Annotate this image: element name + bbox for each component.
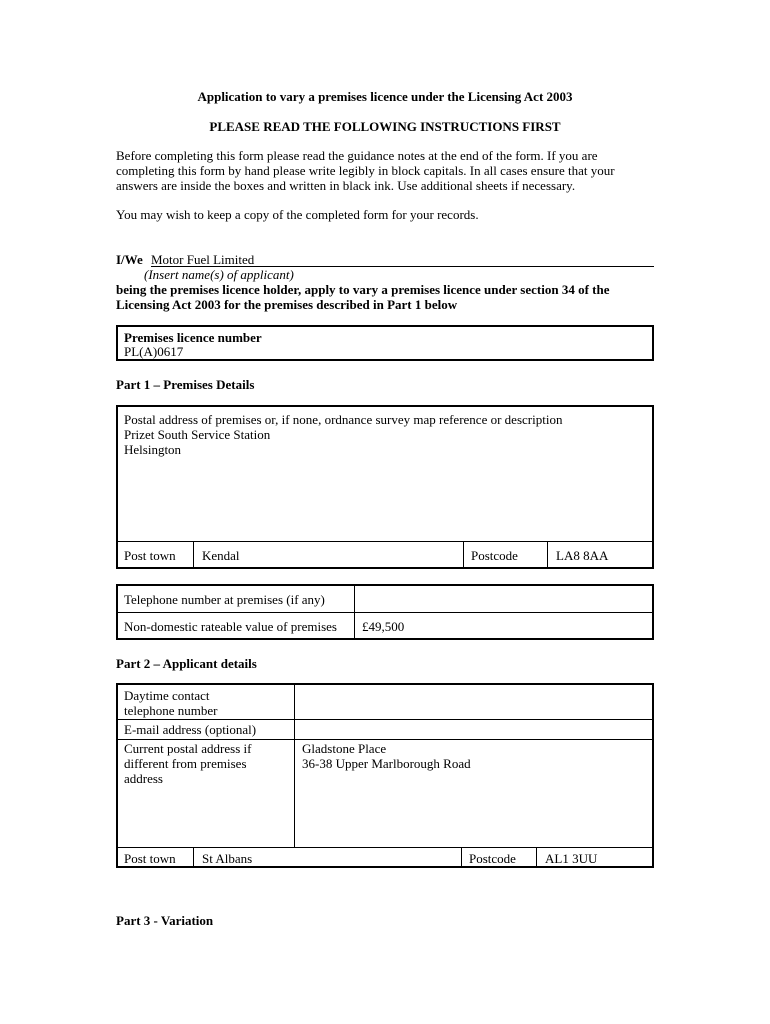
email-row-divider	[117, 739, 653, 740]
applicant-statement	[116, 282, 676, 312]
rateable-value-label: Non-domestic rateable value of premises	[124, 619, 337, 634]
daytime-phone-field[interactable]	[302, 688, 647, 716]
post-town-divider	[193, 541, 194, 568]
applicant-name-hint: (Insert name(s) of applicant)	[144, 267, 294, 282]
address-row-divider	[117, 847, 653, 848]
iwe-text: I/We	[116, 252, 143, 267]
applicant-postcode-value[interactable]: AL1 3UU	[545, 851, 598, 866]
instructions-heading: PLEASE READ THE FOLLOWING INSTRUCTIONS FIRST	[209, 119, 561, 134]
daytime-row-divider	[117, 719, 653, 720]
part2-heading: Part 2 – Applicant details	[116, 656, 257, 671]
instructions-line: completing this form by hand please write legibly in block capitals. In all cases ensure that your	[116, 163, 615, 178]
rateable-value-field[interactable]: £49,500	[362, 619, 405, 634]
email-field[interactable]	[302, 722, 647, 737]
form-title: Application to vary a premises licence under the Licensing Act 2003	[197, 89, 573, 104]
instructions-paragraph	[116, 148, 656, 193]
instructions-line: Before completing this form please read the guidance notes at the end of the form. If you are	[116, 148, 598, 163]
phone-rateable-divider	[117, 612, 653, 613]
daytime-phone-label	[124, 688, 218, 718]
current-address-label-line: address	[124, 771, 163, 786]
applicant-postcode-label-divider	[461, 848, 462, 867]
statement-line: being the premises licence holder, apply to vary a premises licence under section 34 of the	[116, 282, 610, 297]
premises-address-divider	[117, 541, 653, 542]
applicant-postcode-label: Postcode	[469, 851, 516, 866]
current-address-line: 36-38 Upper Marlborough Road	[302, 756, 471, 771]
daytime-phone-label-line: Daytime contact	[124, 688, 210, 703]
applicant-name-field[interactable]: Motor Fuel Limited	[151, 252, 654, 267]
current-address-field[interactable]	[302, 741, 471, 771]
current-address-label-line: different from premises	[124, 756, 247, 771]
postcode-label-divider	[463, 541, 464, 568]
statement-line: Licensing Act 2003 for the premises described in Part 1 below	[116, 297, 458, 312]
daytime-phone-label-line: telephone number	[124, 703, 218, 718]
premises-postcode-value[interactable]: LA8 8AA	[556, 548, 609, 563]
applicant-post-town-divider	[193, 848, 194, 867]
current-address-line: Gladstone Place	[302, 741, 387, 756]
current-address-label-line: Current postal address if	[124, 741, 252, 756]
premises-address-label: Postal address of premises or, if none, ordnance survey map reference or description	[124, 412, 563, 427]
phone-rateable-column-divider	[354, 585, 355, 639]
premises-telephone-label: Telephone number at premises (if any)	[124, 592, 325, 607]
licence-number-label: Premises licence number	[124, 330, 262, 345]
iwe-label	[116, 252, 143, 268]
part1-heading: Part 1 – Premises Details	[116, 377, 255, 392]
premises-post-town-value[interactable]: Kendal	[202, 548, 240, 563]
applicant-post-town-value[interactable]: St Albans	[202, 851, 253, 866]
keep-copy-note: You may wish to keep a copy of the completed form for your records.	[116, 207, 479, 222]
applicant-postcode-value-divider	[536, 848, 537, 867]
premises-postcode-label: Postcode	[471, 548, 518, 563]
applicant-label-column-divider	[294, 684, 295, 848]
premises-address-line1[interactable]: Prizet South Service Station	[124, 427, 271, 442]
premises-address-line2[interactable]: Helsington	[124, 442, 182, 457]
email-label: E-mail address (optional)	[124, 722, 257, 737]
applicant-post-town-label: Post town	[124, 851, 176, 866]
part3-heading: Part 3 - Variation	[116, 913, 214, 928]
current-address-label	[124, 741, 251, 786]
postcode-value-divider	[547, 541, 548, 568]
instructions-line: answers are inside the boxes and written in black ink. Use additional sheets if necessary.	[116, 178, 576, 193]
licence-number-value[interactable]: PL(A)0617	[124, 344, 184, 359]
premises-post-town-label: Post town	[124, 548, 176, 563]
premises-telephone-field[interactable]	[362, 592, 647, 607]
